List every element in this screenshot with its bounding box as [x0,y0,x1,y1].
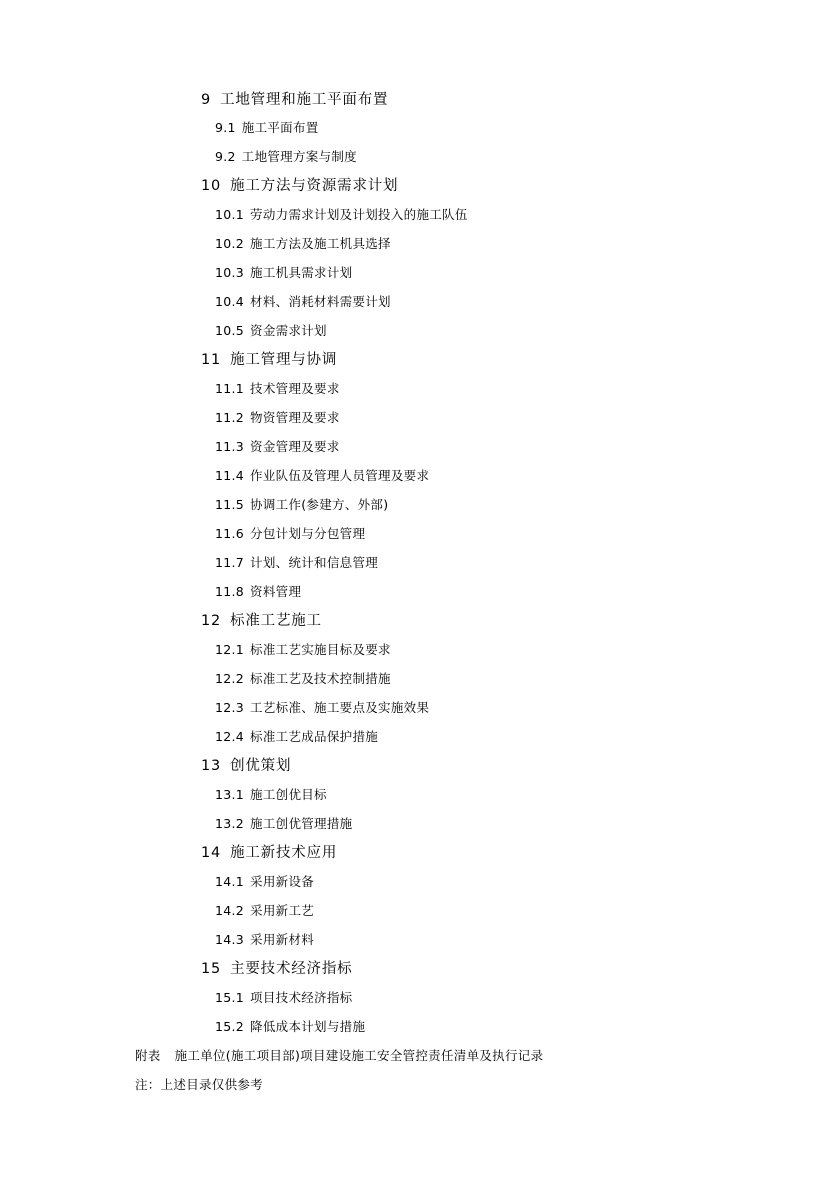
toc-number: 13.1 [215,787,245,802]
toc-number: 12.2 [215,671,245,686]
toc-chapter-13 [201,756,291,776]
toc-number: 10.4 [215,294,245,309]
toc-section-12-2 [215,669,391,689]
toc-chapter-12 [201,611,322,631]
toc-chapter-11 [201,350,337,370]
toc-title: 计划、统计和信息管理 [250,555,379,570]
toc-title: 施工方法及施工机具选择 [250,236,391,251]
toc-section-15-2 [215,1017,365,1037]
note-text: 注：上述目录仅供参考 [135,1077,264,1092]
toc-title: 标准工艺及技术控制措施 [250,671,391,686]
toc-section-9-1 [215,118,319,138]
toc-number: 11.7 [215,555,245,570]
toc-chapter-15 [201,959,352,979]
toc-section-10-2 [215,234,391,254]
toc-section-14-3 [215,930,314,950]
toc-title: 物资管理及要求 [250,410,340,425]
toc-number: 11.2 [215,410,245,425]
toc-title: 创优策划 [230,758,292,774]
toc-title: 主要技术经济指标 [230,961,353,977]
toc-section-15-1 [215,988,352,1008]
toc-title: 技术管理及要求 [250,381,340,396]
toc-number: 13 [201,758,222,774]
toc-title: 项目技术经济指标 [250,990,353,1005]
toc-number: 10.2 [215,236,245,251]
toc-number: 12.4 [215,729,245,744]
toc-title: 协调工作(参建方、外部) [250,497,389,512]
toc-section-11-8 [215,582,301,602]
toc-section-14-2 [215,901,314,921]
toc-title: 采用新工艺 [250,903,315,918]
toc-number: 11.1 [215,381,245,396]
toc-number: 15 [201,961,222,977]
toc-section-12-4 [215,727,378,747]
appendix-label: 附表 [135,1048,161,1063]
toc-title: 施工管理与协调 [230,352,338,368]
toc-title: 资金需求计划 [250,323,327,338]
toc-number: 14 [201,845,222,861]
toc-title: 施工新技术应用 [230,845,338,861]
toc-title: 采用新材料 [250,932,315,947]
toc-number: 14.3 [215,932,245,947]
toc-section-11-5 [215,495,388,515]
toc-title: 施工方法与资源需求计划 [230,178,399,194]
toc-chapter-10 [201,176,398,196]
toc-title: 资金管理及要求 [250,439,340,454]
toc-number: 11.3 [215,439,245,454]
toc-number: 11.8 [215,584,245,599]
toc-section-12-3 [215,698,429,718]
toc-title: 施工平面布置 [241,120,319,135]
toc-title: 工艺标准、施工要点及实施效果 [250,700,430,715]
toc-title: 标准工艺施工 [230,613,322,629]
toc-number: 12 [201,613,222,629]
toc-number: 14.1 [215,874,245,889]
toc-section-11-7 [215,553,378,573]
toc-number: 9 [201,92,212,108]
toc-title: 作业队伍及管理人员管理及要求 [250,468,430,483]
toc-number: 15.2 [215,1019,245,1034]
toc-title: 采用新设备 [250,874,315,889]
toc-title: 标准工艺成品保护措施 [250,729,379,744]
toc-section-10-4 [215,292,391,312]
toc-section-10-5 [215,321,327,341]
toc-number: 10.5 [215,323,245,338]
toc-title: 工地管理和施工平面布置 [220,92,389,108]
toc-number: 9.2 [215,149,236,164]
toc-title: 工地管理方案与制度 [241,149,357,164]
toc-section-11-2 [215,408,340,428]
toc-number: 10.1 [215,207,245,222]
toc-chapter-9 [201,90,388,110]
toc-title: 材料、消耗材料需要计划 [250,294,391,309]
appendix-line [135,1046,543,1066]
toc-number: 12.1 [215,642,245,657]
toc-section-10-3 [215,263,352,283]
appendix-title: 施工单位(施工项目部)项目建设施工安全管控责任清单及执行记录 [174,1048,544,1063]
toc-title: 分包计划与分包管理 [250,526,366,541]
toc-number: 13.2 [215,816,245,831]
toc-section-13-2 [215,814,352,834]
toc-title: 施工创优目标 [250,787,327,802]
toc-chapter-14 [201,843,337,863]
toc-section-14-1 [215,872,314,892]
toc-number: 10 [201,178,222,194]
toc-number: 9.1 [215,120,236,135]
toc-section-10-1 [215,205,468,225]
toc-number: 15.1 [215,990,245,1005]
toc-section-13-1 [215,785,327,805]
toc-number: 14.2 [215,903,245,918]
toc-section-11-6 [215,524,365,544]
toc-title: 标准工艺实施目标及要求 [250,642,391,657]
toc-section-11-4 [215,466,429,486]
note-line [135,1075,263,1095]
toc-title: 施工创优管理措施 [250,816,353,831]
toc-number: 11.5 [215,497,245,512]
toc-title: 资料管理 [250,584,302,599]
toc-number: 12.3 [215,700,245,715]
toc-number: 11.4 [215,468,245,483]
toc-number: 10.3 [215,265,245,280]
toc-number: 11.6 [215,526,245,541]
toc-title: 施工机具需求计划 [250,265,353,280]
toc-section-9-2 [215,147,357,167]
toc-section-11-1 [215,379,340,399]
toc-section-11-3 [215,437,340,457]
toc-title: 劳动力需求计划及计划投入的施工队伍 [250,207,468,222]
toc-section-12-1 [215,640,391,660]
toc-title: 降低成本计划与措施 [250,1019,366,1034]
toc-number: 11 [201,352,222,368]
